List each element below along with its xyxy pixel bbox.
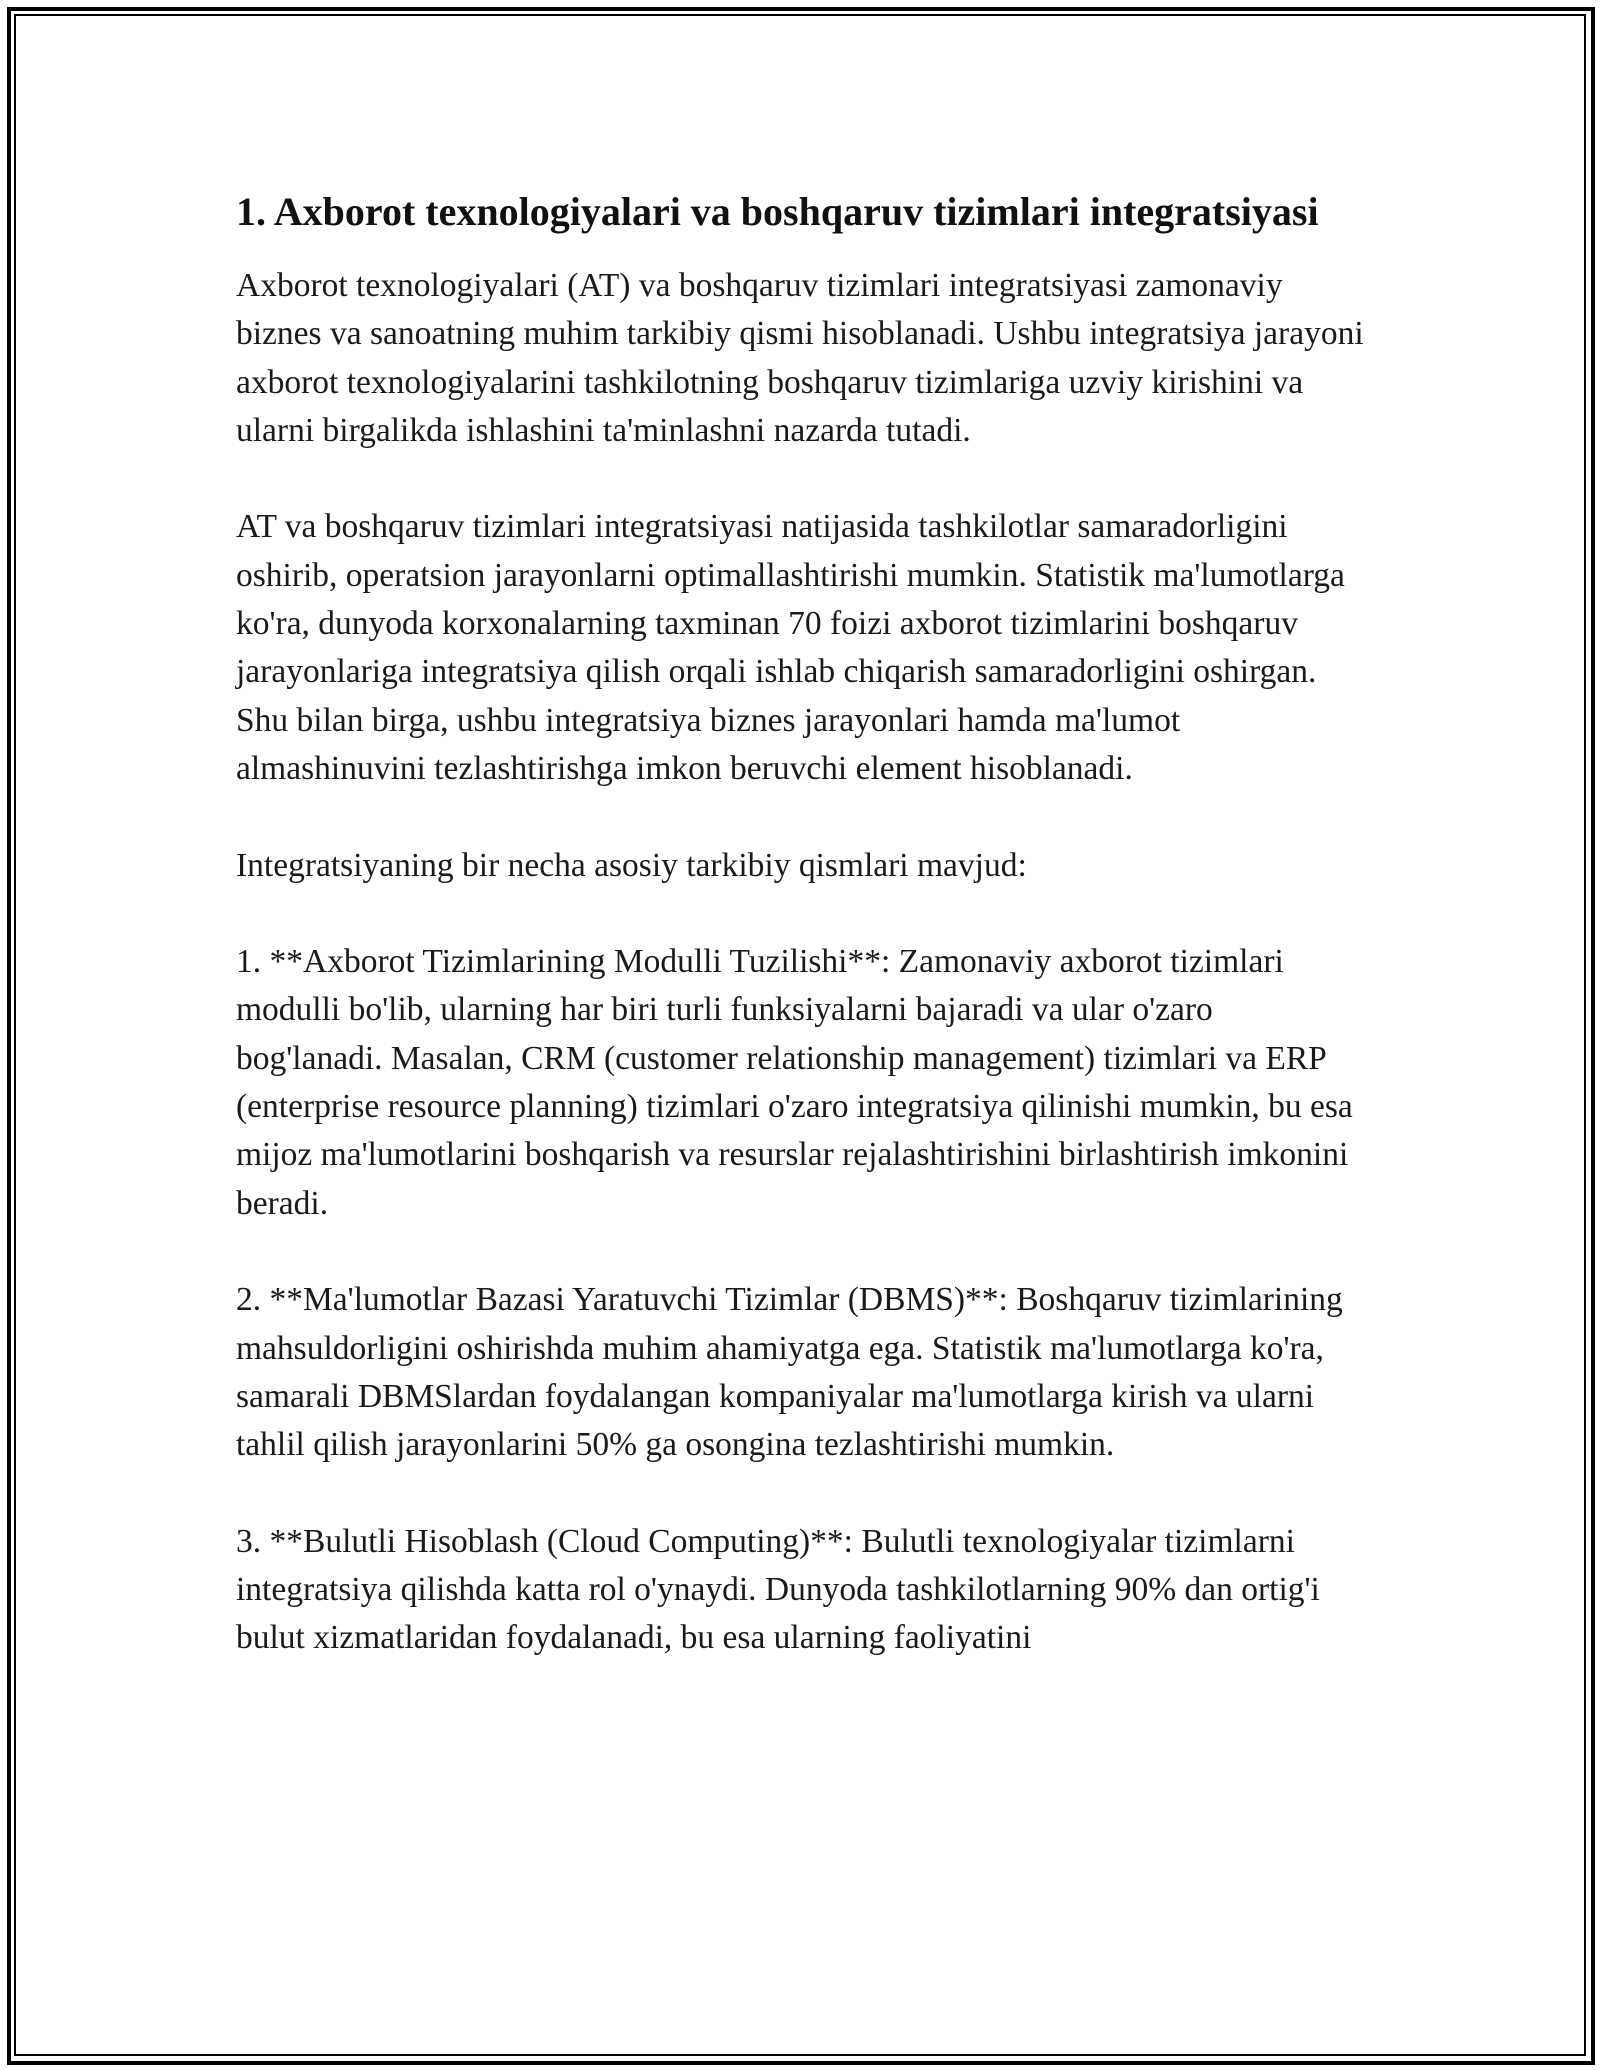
document-body xyxy=(236,186,1366,1711)
list-item-dbms: 2. **Ma'lumotlar Bazasi Yaratuvchi Tizimlar (DBMS)**: Boshqaruv tizimlarining mahsuldorligini oshirishda muhim ahamiyatga ega. Statistik ma'lumotlarga ko'ra, samarali DBMSlardan foydalangan kompaniyalar ma'lumotlarga kirish va ularni tahlil qilish jarayonlarini 50% ga osongina tezlashtirishi mumkin. xyxy=(236,1281,1343,1464)
list-item-cloud-computing: 3. **Bulutli Hisoblash (Cloud Computing)**: Bulutli texnologiyalar tizimlarni integratsiya qilishda katta rol o'ynaydi. Dunyoda tashkilotlarning 90% dan ortig'i bulut xizmatlaridan foydalanadi, bu esa ularning faoliyatini xyxy=(236,1522,1320,1657)
paragraph-intro: Axborot texnologiyalari (AT) va boshqaruv tizimlari integratsiyasi zamonaviy biznes va sanoatning muhim tarkibiy qismi hisoblanadi. Ushbu integratsiya jarayoni axborot texnologiyalarini tashkilotning boshqaruv tizimlariga uzviy kirishini va ularni birgalikda ishlashini ta'minlashni nazarda tutadi. xyxy=(236,267,1364,449)
paragraph-results: AT va boshqaruv tizimlari integratsiyasi natijasida tashkilotlar samaradorligini oshirib, operatsion jarayonlarni optimallashtirishi mumkin. Statistik ma'lumotlarga ko'ra, dunyoda korxonalarning taxminan 70 foizi axborot tizimlarini boshqaruv jarayonlariga integratsiya qilish orqali ishlab chiqarish samaradorligini oshirgan. Shu bilan birga, ushbu integratsiya biznes jarayonlari hamda ma'lumot almashinuvini tezlashtirishga imkon beruvchi element hisoblanadi. xyxy=(236,508,1345,787)
paragraph-components-lead: Integratsiyaning bir necha asosiy tarkibiy qismlari mavjud: xyxy=(236,846,1027,884)
section-heading: 1. Axborot texnologiyalari va boshqaruv tizimlari integratsiyasi xyxy=(236,189,1319,234)
list-item-modular-systems: 1. **Axborot Tizimlarining Modulli Tuzilishi**: Zamonaviy axborot tizimlari modulli bo'lib, ularning har biri turli funksiyalarni bajaradi va ular o'zaro bog'lanadi. Masalan, CRM (customer relationship management) tizimlari va ERP (enterprise resource planning) tizimlari o'zaro integratsiya qilinishi mumkin, bu esa mijoz ma'lumotlarini boshqarish va resurslar rejalashtirishini birlashtirish imkonini beradi. xyxy=(236,943,1353,1222)
